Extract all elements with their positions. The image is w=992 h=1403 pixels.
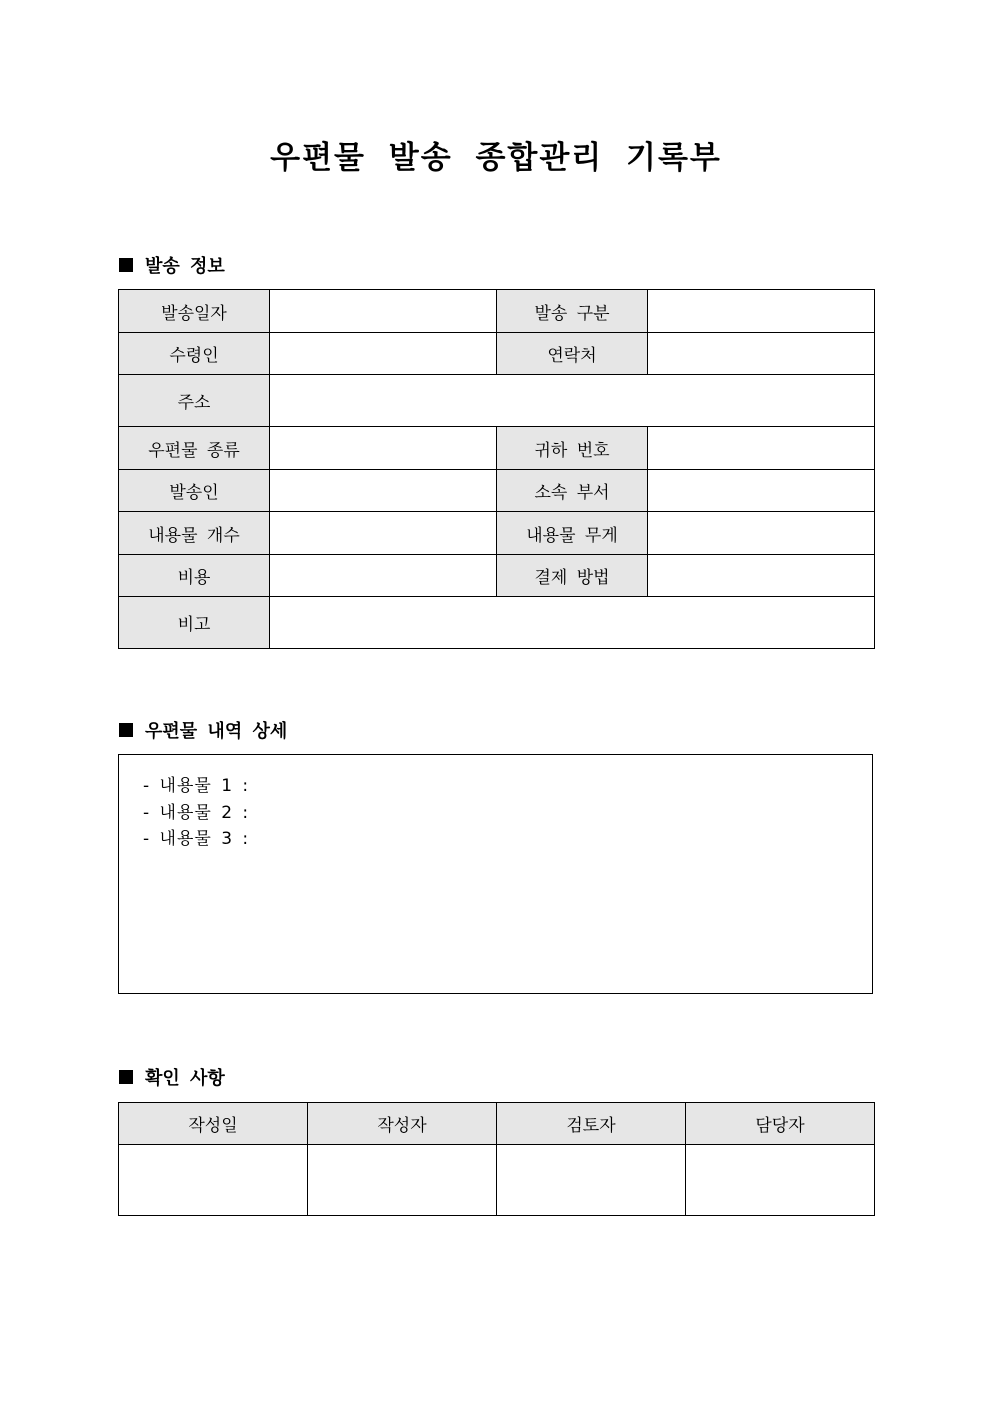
label-recipient: 수령인 <box>119 333 270 375</box>
label-payment-method: 결제 방법 <box>497 555 648 597</box>
section-heading-mail-detail <box>119 717 287 743</box>
value-address[interactable] <box>270 375 875 427</box>
detail-item-3: - 내용물 3 : <box>143 829 250 849</box>
label-send-date: 발송일자 <box>119 290 270 333</box>
label-send-type: 발송 구분 <box>497 290 648 333</box>
label-item-count: 내용물 개수 <box>119 512 270 555</box>
value-send-date[interactable] <box>270 290 497 333</box>
square-bullet-icon <box>119 258 133 272</box>
value-ref-number[interactable] <box>648 427 875 470</box>
header-writer: 작성자 <box>308 1103 497 1145</box>
square-bullet-icon <box>119 723 133 737</box>
section-title: 확인 사항 <box>145 1068 225 1089</box>
shipping-info-table <box>118 289 875 649</box>
value-item-count[interactable] <box>270 512 497 555</box>
detail-item-2: - 내용물 2 : <box>143 802 250 823</box>
label-item-weight: 내용물 무게 <box>497 512 648 555</box>
section-heading-confirmation <box>119 1064 225 1090</box>
value-mail-kind[interactable] <box>270 427 497 470</box>
value-payment-method[interactable] <box>648 555 875 597</box>
value-cost[interactable] <box>270 555 497 597</box>
value-remarks[interactable] <box>270 597 875 649</box>
value-date[interactable] <box>119 1145 308 1216</box>
label-department: 소속 부서 <box>497 470 648 512</box>
section-title: 우편물 내역 상세 <box>145 721 288 742</box>
page-title: 우편물 발송 종합관리 기록부 <box>270 140 722 176</box>
label-ref-number: 귀하 번호 <box>497 427 648 470</box>
label-mail-kind: 우편물 종류 <box>119 427 270 470</box>
value-department[interactable] <box>648 470 875 512</box>
label-sender: 발송인 <box>119 470 270 512</box>
value-send-type[interactable] <box>648 290 875 333</box>
label-address: 주소 <box>119 375 270 427</box>
mail-detail-box[interactable] <box>118 754 873 994</box>
header-date: 작성일 <box>119 1103 308 1145</box>
value-sender[interactable] <box>270 470 497 512</box>
label-cost: 비용 <box>119 555 270 597</box>
detail-item-1: - 내용물 1 : <box>143 776 250 796</box>
value-item-weight[interactable] <box>648 512 875 555</box>
confirmation-table <box>118 1102 875 1216</box>
label-contact: 연락처 <box>497 333 648 375</box>
section-heading-shipping-info <box>119 252 225 278</box>
header-manager: 담당자 <box>686 1103 875 1145</box>
label-remarks: 비고 <box>119 597 270 649</box>
value-manager[interactable] <box>686 1145 875 1216</box>
value-contact[interactable] <box>648 333 875 375</box>
value-writer[interactable] <box>308 1145 497 1216</box>
square-bullet-icon <box>119 1070 133 1084</box>
header-reviewer: 검토자 <box>497 1103 686 1145</box>
section-title: 발송 정보 <box>145 256 225 277</box>
value-recipient[interactable] <box>270 333 497 375</box>
value-reviewer[interactable] <box>497 1145 686 1216</box>
